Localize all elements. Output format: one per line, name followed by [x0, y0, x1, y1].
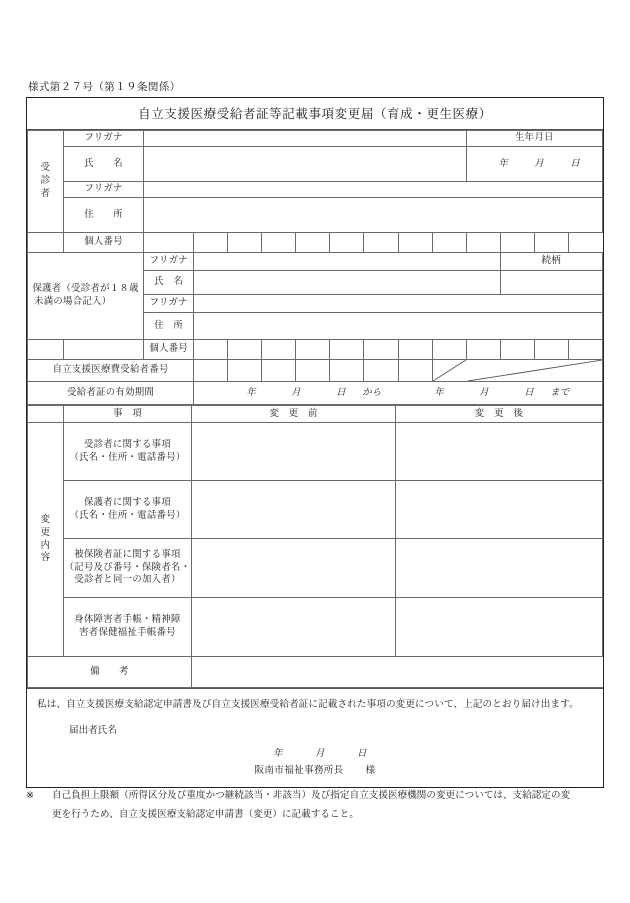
guardian-mynumber-digit[interactable] — [568, 340, 602, 360]
change-after-field[interactable] — [396, 423, 603, 481]
strike-lines — [433, 360, 602, 381]
period-to-year: 年 — [434, 387, 444, 398]
patient-name-label: 氏 名 — [64, 147, 144, 182]
patient-address-label: 住 所 — [64, 198, 144, 233]
declaration-block — [27, 688, 603, 787]
patient-mynumber-spacer — [28, 233, 64, 253]
guardian-mynumber-label: 個人番号 — [144, 340, 194, 360]
remarks-label: 備 考 — [28, 657, 192, 688]
footnote-mark: ※ — [26, 791, 35, 801]
footnote — [26, 787, 610, 824]
validity-period-row — [28, 382, 603, 405]
dob-month-unit: 月 — [534, 158, 544, 169]
change-before-field[interactable] — [192, 481, 396, 539]
remarks-row — [28, 657, 603, 688]
recipient-number-digit[interactable] — [228, 360, 262, 382]
validity-period-label: 受給者証の有効期間 — [28, 382, 194, 405]
guardian-mynumber-digit[interactable] — [534, 340, 568, 360]
form-title: 自立支援医療受給者証等記載事項変更届（育成・更生医療） — [27, 98, 603, 130]
change-after-field[interactable] — [396, 481, 603, 539]
guardian-mynumber-digit[interactable] — [398, 340, 432, 360]
patient-dob-field[interactable]: 年 月 日 — [466, 147, 602, 182]
patient-mynumber-digit[interactable] — [398, 233, 432, 253]
patient-mynumber-digit[interactable] — [194, 233, 228, 253]
recipient-number-digit[interactable] — [398, 360, 432, 382]
guardian-address-furigana-label: フリガナ — [144, 295, 194, 313]
period-to-month: 月 — [479, 387, 489, 398]
guardian-mynumber-digit[interactable] — [228, 340, 262, 360]
guardian-mynumber-digit[interactable] — [466, 340, 500, 360]
remarks-field[interactable] — [192, 657, 603, 688]
addressee: 阪南市福祉事務所長 — [254, 765, 344, 777]
period-from-suffix: から — [362, 387, 382, 398]
change-before-field[interactable] — [192, 539, 396, 598]
recipient-number-digit[interactable] — [364, 360, 398, 382]
guardian-name-label: 氏 名 — [144, 271, 194, 295]
change-col-item-header: 事 項 — [64, 406, 192, 423]
patient-mynumber-digit[interactable] — [432, 233, 466, 253]
guardian-address-label: 住 所 — [144, 313, 194, 340]
patient-name-row — [28, 147, 603, 182]
change-before-field[interactable] — [192, 423, 396, 481]
patient-mynumber-digit[interactable] — [534, 233, 568, 253]
period-from-day: 日 — [336, 387, 346, 398]
footnote-line-2: 更を行うため、自立支援医療支給認定申請書（変更）に記載すること。 — [52, 809, 359, 820]
guardian-address-furigana-field[interactable] — [194, 295, 603, 313]
recipient-number-row — [28, 360, 603, 382]
guardian-section-label: 保護者（受診者が１８歳 未満の場合記入） — [28, 253, 144, 340]
form-number: 様式第２７号（第１９条関係） — [28, 82, 181, 93]
change-content-table — [27, 405, 603, 688]
recipient-number-digit[interactable] — [296, 360, 330, 382]
change-col-after-header: 変 更 後 — [396, 406, 603, 423]
addressee-line — [27, 759, 603, 787]
period-from-year: 年 — [246, 387, 256, 398]
patient-address-row — [28, 198, 603, 233]
recipient-number-digit[interactable] — [194, 360, 228, 382]
patient-address-furigana-field[interactable] — [144, 182, 603, 198]
guardian-mynumber-digit[interactable] — [194, 340, 228, 360]
applicant-table — [27, 130, 603, 405]
patient-mynumber-digit[interactable] — [144, 233, 194, 253]
declaration-text: 私は、自立支援医療支給認定申請書及び自立支援医療受給者証に記載された事項の変更について、上記のとおり届け出ます。 — [37, 699, 579, 710]
guardian-furigana-row — [28, 253, 603, 271]
dob-year-unit: 年 — [498, 158, 508, 169]
patient-mynumber-row — [28, 233, 603, 253]
guardian-furigana-label: フリガナ — [144, 253, 194, 271]
patient-mynumber-digit[interactable] — [364, 233, 398, 253]
patient-mynumber-digit[interactable] — [466, 233, 500, 253]
change-header-row — [28, 406, 603, 423]
patient-mynumber-digit[interactable] — [500, 233, 534, 253]
guardian-mynumber-row — [28, 340, 603, 360]
patient-address-furigana-label: フリガナ — [64, 182, 144, 198]
patient-mynumber-digit[interactable] — [296, 233, 330, 253]
patient-furigana-label: フリガナ — [64, 131, 144, 147]
submission-date-year: 年 — [273, 749, 283, 760]
submission-date[interactable]: 年 月 日 — [27, 736, 603, 759]
guardian-name-field[interactable] — [194, 271, 500, 295]
patient-address-furigana-row — [28, 182, 603, 198]
period-from-month: 月 — [291, 387, 301, 398]
patient-mynumber-digit[interactable] — [262, 233, 296, 253]
change-row — [28, 598, 603, 657]
guardian-mynumber-digit[interactable] — [296, 340, 330, 360]
addressee-honorific: 様 — [365, 765, 376, 777]
change-item-label: 身体障害者手帳・精神障 害者保健福祉手帳番号 — [64, 598, 192, 657]
change-after-field[interactable] — [396, 598, 603, 657]
change-row — [28, 539, 603, 598]
recipient-number-label: 自立支援医療費受給者番号 — [28, 360, 194, 382]
change-item-label: 被保険者証に関する事項 （記号及び番号・保険者名・ 受診者と同一の加入者） — [64, 539, 192, 598]
guardian-mynumber-digit[interactable] — [364, 340, 398, 360]
change-col-before-header: 変 更 前 — [192, 406, 396, 423]
change-item-label: 受診者に関する事項 （氏名・住所・電話番号） — [64, 423, 192, 481]
change-before-field[interactable] — [192, 598, 396, 657]
validity-period-field[interactable] — [194, 382, 603, 405]
change-after-field[interactable] — [396, 539, 603, 598]
recipient-number-digit[interactable] — [330, 360, 364, 382]
recipient-number-strike-area — [432, 360, 602, 382]
patient-mynumber-digit[interactable] — [330, 233, 364, 253]
patient-furigana-row — [28, 131, 603, 147]
patient-mynumber-digit[interactable] — [228, 233, 262, 253]
change-header-spacer — [28, 406, 64, 423]
guardian-address-field[interactable] — [194, 313, 603, 340]
submission-date-month: 月 — [315, 749, 325, 760]
guardian-mynumber-digit[interactable] — [432, 340, 466, 360]
footnote-line-1: 自己負担上限額（所得区分及び重度かつ継続該当・非該当）及び指定自立支援医療機関の変更については、支給認定の変 — [52, 791, 571, 801]
patient-vertical-label: 受 診 者 — [28, 131, 64, 233]
patient-furigana-field[interactable] — [144, 131, 466, 147]
patient-mynumber-label: 個人番号 — [64, 233, 144, 253]
guardian-mynumber-digit[interactable] — [262, 340, 296, 360]
guardian-mynumber-digit[interactable] — [330, 340, 364, 360]
change-item-label: 保護者に関する事項 （氏名・住所・電話番号） — [64, 481, 192, 539]
guardian-mynumber-digit[interactable] — [500, 340, 534, 360]
patient-address-field[interactable] — [144, 198, 603, 233]
change-row — [28, 423, 603, 481]
guardian-furigana-field[interactable] — [194, 253, 500, 271]
patient-name-field[interactable] — [144, 147, 466, 182]
guardian-mynumber-spacer — [64, 340, 144, 360]
recipient-number-digit[interactable] — [262, 360, 296, 382]
change-vertical-label: 変 更 内 容 — [28, 423, 64, 657]
applicant-name-label: 届出者氏名 — [69, 725, 117, 737]
period-to-day: 日 — [524, 387, 534, 398]
period-to-suffix: まで — [550, 387, 570, 398]
change-row — [28, 481, 603, 539]
patient-dob-header: 生年月日 — [466, 131, 602, 147]
guardian-relation-label: 続柄 — [500, 253, 602, 271]
guardian-relation-field[interactable] — [500, 271, 602, 295]
guardian-mynumber-spacer-left — [28, 340, 64, 360]
form-outer-frame — [26, 97, 604, 788]
